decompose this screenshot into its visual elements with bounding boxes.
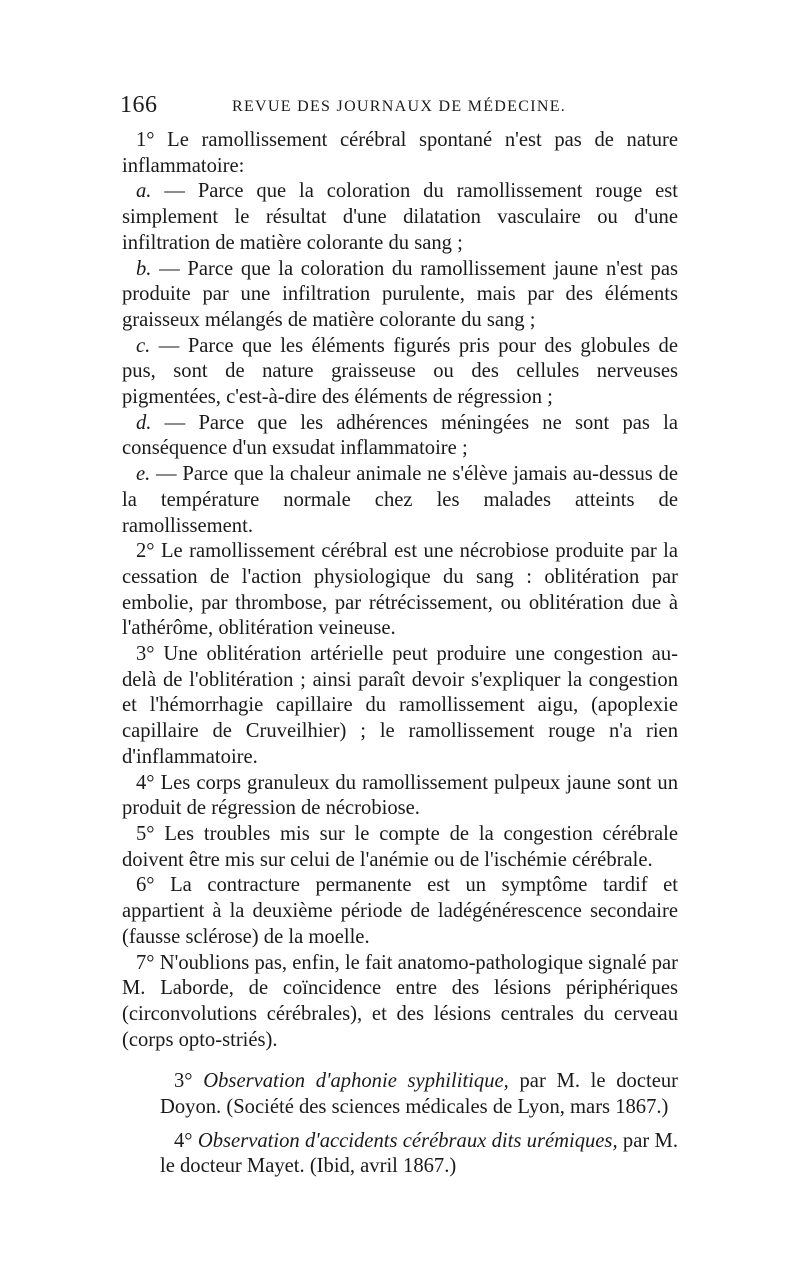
item-letter: c. xyxy=(136,334,151,357)
conclusion-1-item-c xyxy=(122,334,678,411)
conclusion-4: 4° Les corps granuleux du ramollissement pulpeux jaune sont un produit de régression de nécrobiose. xyxy=(122,771,678,820)
note-title: Observation d'aphonie syphilitique, xyxy=(203,1070,509,1093)
note-title: Observation d'accidents cérébraux dits urémiques, xyxy=(197,1129,618,1152)
item-text: — Parce que la coloration du ramollissement jaune n'est pas produite par une infiltration purulente, mais par des éléments graisseux mélangés de matière colorante du sang ; xyxy=(122,257,678,331)
section-gap xyxy=(122,1053,678,1069)
item-letter: a. xyxy=(136,180,152,203)
note-number: 3° xyxy=(174,1070,193,1093)
item-letter: e. xyxy=(136,463,151,486)
conclusion-6: 6° La contracture permanente est un symptôme tardif et appartient à la deuxième période de ladégénérescence secondaire (fausse sclérose) de la moelle. xyxy=(122,874,678,948)
note-reference: par M. le docteur Mayet. (Ibid, avril 1867.) xyxy=(160,1129,678,1178)
bibliography-note-3 xyxy=(122,1069,678,1120)
conclusion-7: 7° N'oublions pas, enfin, le fait anatomo-pathologique signalé par M. Laborde, de coïncidence entre des lésions périphériques (circonvolutions cérébrales), et des lésions centrales du cerveau (corps opto-striés). xyxy=(122,951,678,1051)
conclusion-1-lead: 1° Le ramollissement cérébral spontané n'est pas de nature inflammatoire: xyxy=(122,129,678,177)
conclusion-1-item-e xyxy=(122,462,678,539)
item-text: — Parce que la coloration du ramollissement rouge est simplement le résultat d'une dilatation vasculaire ou d'une infiltration de matière colorante du sang ; xyxy=(122,180,678,254)
conclusion-1-item-d xyxy=(122,411,678,462)
conclusion-5: 5° Les troubles mis sur le compte de la congestion cérébrale doivent être mis sur celui de l'anémie ou de l'ischémie cérébrale. xyxy=(122,822,678,871)
conclusion-2: 2° Le ramollissement cérébral est une nécrobiose produite par la cessation de l'action physiologique du sang : oblitération par embolie, par thrombose, par rétrécissement, ou oblitération due à l'athérôme, oblitération veineuse. xyxy=(122,540,678,640)
bibliography-note-4 xyxy=(122,1129,678,1180)
item-text: — Parce que la chaleur animale ne s'élève jamais au-dessus de la température normale chez les malades atteints de ramollissement. xyxy=(122,463,678,537)
note-number: 4° xyxy=(174,1129,193,1152)
page-number: 166 xyxy=(120,92,158,118)
page-header xyxy=(120,92,680,122)
running-title: REVUE DES JOURNAUX DE MÉDECINE. xyxy=(232,98,567,115)
note-reference: par M. le docteur Doyon. (Société des sciences médicales de Lyon, mars 1867.) xyxy=(160,1070,678,1119)
conclusion-1-item-a xyxy=(122,179,678,256)
item-letter: b. xyxy=(136,257,152,280)
item-text: — Parce que les éléments figurés pris pour des globules de pus, sont de nature graisseuse ou des cellules nerveuses pigmentées, c'est-à-dire des éléments de régression ; xyxy=(122,334,678,409)
item-letter: d. xyxy=(136,411,152,434)
body-text xyxy=(122,128,678,1180)
conclusion-1-item-b xyxy=(122,257,678,334)
conclusion-3: 3° Une oblitération artérielle peut produire une congestion au-delà de l'oblitération ; ainsi paraît devoir s'expliquer la congestion et l'hémorrhagie capillaire du ramollissement aigu, (apoplexie capillaire de Cruveilhier) ; le ramollissement rouge n'a rien d'inflammatoire. xyxy=(122,643,678,768)
item-text: — Parce que les adhérences méningées ne sont pas la conséquence d'un exsudat inflammatoire ; xyxy=(122,411,678,460)
